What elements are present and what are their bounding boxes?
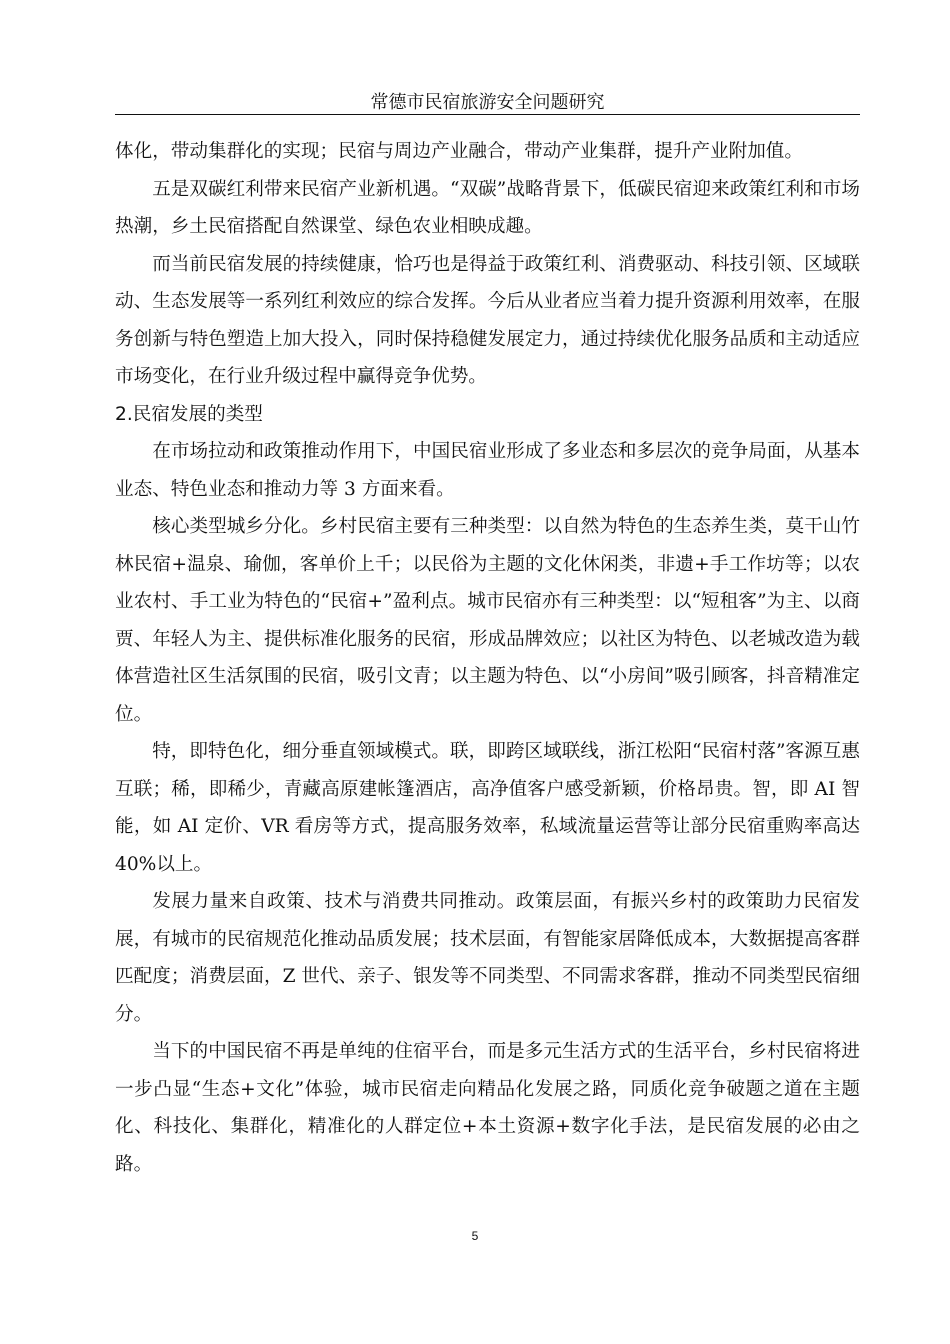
header-rule	[115, 114, 860, 115]
paragraph-core-types: 核心类型城乡分化。乡村民宿主要有三种类型：以自然为特色的生态养生类，莫干山竹林民宿+温泉、瑜伽，客单价上千；以民俗为主题的文化休闲类，非遗+手工作坊等；以农业农村、手工业为特色的“民宿+”盈利点。城市民宿亦有三种类型：以“短租客”为主、以商贾、年轻人为主、提供标准化服务的民宿，形成品牌效应；以社区为特色、以老城改造为载体营造社区生活氛围的民宿，吸引文青；以主题为特色、以“小房间”吸引顾客，抖音精准定位。	[115, 516, 860, 725]
body-text	[115, 133, 860, 1183]
paragraph-special-models: 特，即特色化，细分垂直领域模式。联，即跨区域联线，浙江松阳“民宿村落”客源互惠互联；稀，即稀少，青藏高原建帐篷酒店，高净值客户感受新颖，价格昂贵。智，即 AI 智能，如 AI 定价、VR 看房等方式，提高服务效率，私域流量运营等让部分民宿重购率高达 40%以上。	[115, 741, 860, 875]
paragraph-driving-forces: 发展力量来自政策、技术与消费共同推动。政策层面，有振兴乡村的政策助力民宿发展，有城市的民宿规范化推动品质发展；技术层面，有智能家居降低成本，大数据提高客群匹配度；消费层面，Z 世代、亲子、银发等不同类型、不同需求客群，推动不同类型民宿细分。	[115, 891, 860, 1025]
paragraph-continuation: 体化，带动集群化的实现；民宿与周边产业融合，带动产业集群，提升产业附加值。	[115, 141, 803, 162]
paragraph-overview: 在市场拉动和政策推动作用下，中国民宿业形成了多业态和多层次的竞争局面，从基本业态、特色业态和推动力等 3 方面来看。	[115, 441, 860, 500]
paragraph-summary: 而当前民宿发展的持续健康，恰巧也是得益于政策红利、消费驱动、科技引领、区域联动、生态发展等一系列红利效应的综合发挥。今后从业者应当着力提升资源利用效率，在服务创新与特色塑造上加大投入，同时保持稳健发展定力，通过持续优化服务品质和主动适应市场变化，在行业升级过程中赢得竞争优势。	[115, 253, 860, 387]
paragraph-dual-carbon: 五是双碳红利带来民宿产业新机遇。“双碳”战略背景下，低碳民宿迎来政策红利和市场热潮，乡土民宿搭配自然课堂、绿色农业相映成趣。	[115, 178, 860, 237]
page-number: 5	[471, 1229, 479, 1243]
running-header-title: 常德市民宿旅游安全问题研究	[370, 92, 605, 113]
paragraph-conclusion: 当下的中国民宿不再是单纯的住宿平台，而是多元生活方式的生活平台，乡村民宿将进一步凸显“生态+文化”体验，城市民宿走向精品化发展之路，同质化竞争破题之道在主题化、科技化、集群化，精准化的人群定位+本土资源+数字化手法，是民宿发展的必由之路。	[115, 1041, 860, 1175]
section-heading: 2.民宿发展的类型	[115, 403, 263, 425]
